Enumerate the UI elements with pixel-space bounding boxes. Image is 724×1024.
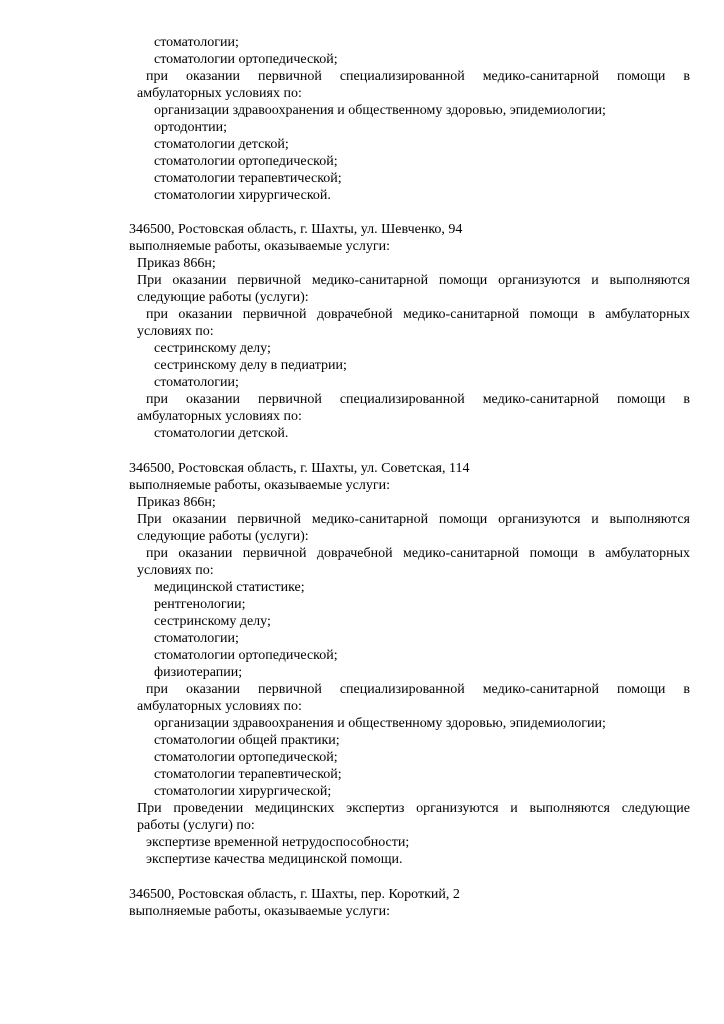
list-item: стоматологии хирургической; <box>154 784 332 799</box>
paragraph-line: следующие работы (услуги): <box>137 290 309 305</box>
list-item: экспертизе временной нетрудоспособности; <box>146 835 410 850</box>
paragraph-line: При оказании первичной медико-санитарной помощи организуются и выполняются <box>137 512 690 527</box>
paragraph-line: условиях по: <box>137 324 214 339</box>
list-item: стоматологии ортопедической; <box>154 52 338 67</box>
paragraph-line: условиях по: <box>137 563 214 578</box>
paragraph-line: при оказании первичной специализированной медико-санитарной помощи в <box>146 682 690 697</box>
list-item: ортодонтии; <box>154 120 227 135</box>
list-item: сестринскому делу; <box>154 614 271 629</box>
paragraph-line: амбулаторных условиях по: <box>137 86 302 101</box>
list-item: медицинской статистике; <box>154 580 305 595</box>
list-item: стоматологии детской. <box>154 426 289 441</box>
list-item: стоматологии ортопедической; <box>154 154 338 169</box>
paragraph-line: следующие работы (услуги): <box>137 529 309 544</box>
paragraph-line: амбулаторных условиях по: <box>137 409 302 424</box>
list-item: стоматологии; <box>154 631 239 646</box>
order-reference: Приказ 866н; <box>137 256 216 271</box>
list-item: стоматологии терапевтической; <box>154 171 342 186</box>
list-item: рентгенологии; <box>154 597 246 612</box>
paragraph-line: При оказании первичной медико-санитарной помощи организуются и выполняются <box>137 273 690 288</box>
paragraph-line: при оказании первичной специализированной медико-санитарной помощи в <box>146 392 690 407</box>
list-item: стоматологии детской; <box>154 137 289 152</box>
list-item: стоматологии ортопедической; <box>154 648 338 663</box>
list-item: стоматологии общей практики; <box>154 733 340 748</box>
list-item: стоматологии ортопедической; <box>154 750 338 765</box>
list-item: сестринскому делу в педиатрии; <box>154 358 347 373</box>
address-line: 346500, Ростовская область, г. Шахты, пер. Короткий, 2 <box>129 887 460 902</box>
works-heading: выполняемые работы, оказываемые услуги: <box>129 239 391 254</box>
list-item: стоматологии; <box>154 375 239 390</box>
list-item: стоматологии хирургической. <box>154 188 331 203</box>
address-line: 346500, Ростовская область, г. Шахты, ул. Советская, 114 <box>129 461 470 476</box>
list-item: организации здравоохранения и общественному здоровью, эпидемиологии; <box>154 103 606 118</box>
order-reference: Приказ 866н; <box>137 495 216 510</box>
paragraph-line: амбулаторных условиях по: <box>137 699 302 714</box>
list-item: стоматологии терапевтической; <box>154 767 342 782</box>
works-heading: выполняемые работы, оказываемые услуги: <box>129 478 391 493</box>
list-item: организации здравоохранения и общественному здоровью, эпидемиологии; <box>154 716 606 731</box>
paragraph-line: при оказании первичной доврачебной медико-санитарной помощи в амбулаторных <box>146 546 690 561</box>
address-line: 346500, Ростовская область, г. Шахты, ул. Шевченко, 94 <box>129 222 463 237</box>
list-item: физиотерапии; <box>154 665 243 680</box>
paragraph-line: при оказании первичной специализированной медико-санитарной помощи в <box>146 69 690 84</box>
list-item: стоматологии; <box>154 35 239 50</box>
paragraph-line: при оказании первичной доврачебной медико-санитарной помощи в амбулаторных <box>146 307 690 322</box>
paragraph-line: При проведении медицинских экспертиз организуются и выполняются следующие <box>137 801 690 816</box>
list-item: экспертизе качества медицинской помощи. <box>146 852 403 867</box>
works-heading: выполняемые работы, оказываемые услуги: <box>129 904 391 919</box>
list-item: сестринскому делу; <box>154 341 271 356</box>
paragraph-line: работы (услуги) по: <box>137 818 255 833</box>
